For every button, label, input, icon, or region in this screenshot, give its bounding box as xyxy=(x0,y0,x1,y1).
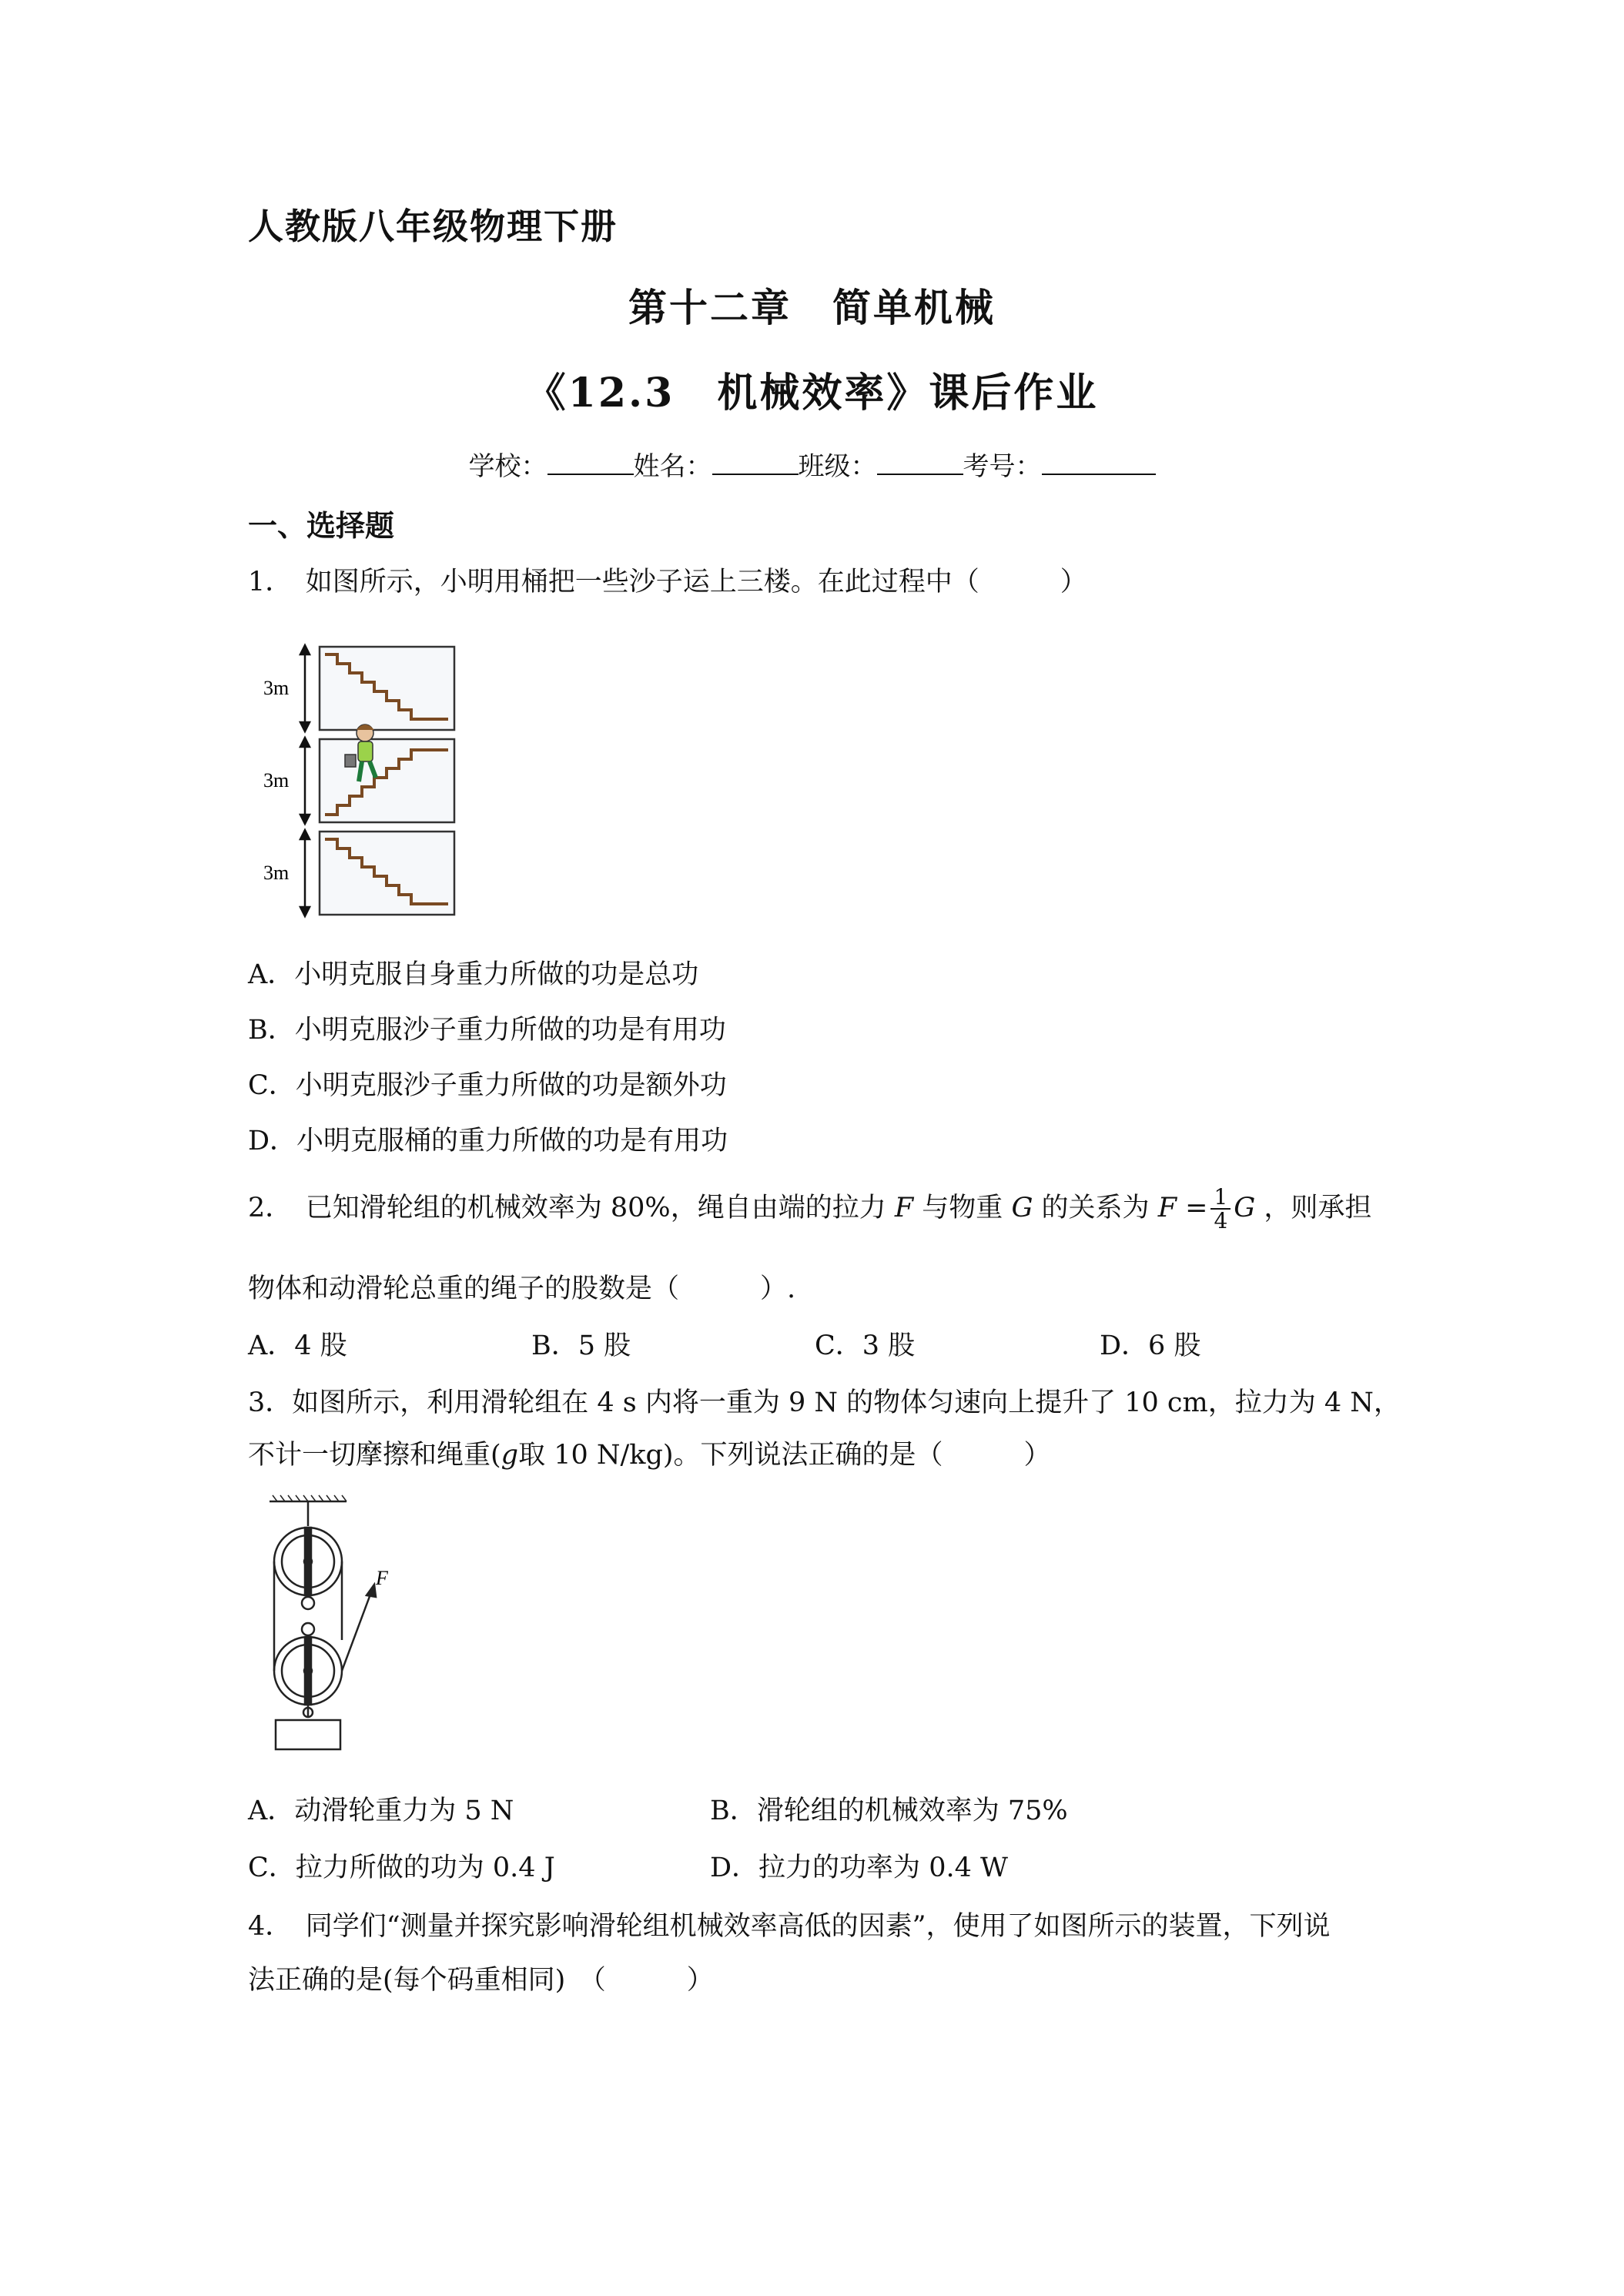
q2-stem-part: 2． 已知滑轮组的机械效率为 80%，绳自由端的拉力 xyxy=(248,1192,886,1223)
q2-option-d[interactable]: D．6 股 xyxy=(1100,1330,1201,1361)
q2-option-c[interactable]: C．3 股 xyxy=(815,1330,916,1361)
q2-stem-line2: 物体和动滑轮总重的绳子的股数是（ ）. xyxy=(248,1274,796,1304)
equation-lhs: F = xyxy=(1157,1192,1208,1223)
floor-height-label: 3m xyxy=(263,769,290,792)
movable-pulley-icon xyxy=(274,1637,342,1705)
q3-pulley-figure xyxy=(254,1494,393,1755)
q3-option-a[interactable]: A．动滑轮重力为 5 N xyxy=(248,1796,514,1826)
q2-option-b[interactable]: B．5 股 xyxy=(531,1330,631,1361)
section-title: 一、选择题 xyxy=(248,508,395,543)
force-arrow-icon xyxy=(367,1585,376,1597)
q1-stairs-figure xyxy=(246,639,462,920)
q2-stem-part: 的关系为 xyxy=(1041,1192,1150,1223)
fraction-denominator: 4 xyxy=(1214,1208,1228,1234)
class-label: 班级： xyxy=(798,451,877,482)
class-blank[interactable] xyxy=(877,450,963,475)
q3-stem-part: 取 10 N/kg)。下列说法正确的是（ ） xyxy=(518,1440,1051,1471)
name-blank[interactable] xyxy=(712,450,799,475)
exam-no-label: 考号： xyxy=(963,451,1042,482)
q2-stem-part: 与物重 xyxy=(922,1192,1003,1223)
q1-option-d[interactable]: D．小明克服桶的重力所做的功是有用功 xyxy=(248,1126,728,1156)
fixed-pulley-icon xyxy=(274,1528,342,1595)
fraction xyxy=(1210,1186,1231,1233)
school-blank[interactable] xyxy=(547,450,634,475)
q3-option-d[interactable]: D．拉力的功率为 0.4 W xyxy=(710,1853,1008,1883)
floor-2 xyxy=(320,739,454,822)
school-label: 学校： xyxy=(468,451,547,482)
q1-option-b[interactable]: B．小明克服沙子重力所做的功是有用功 xyxy=(248,1015,726,1046)
q3-stem-part: 不计一切摩擦和绳重( xyxy=(248,1440,501,1471)
name-label: 姓名： xyxy=(633,451,712,482)
floor-height-label: 3m xyxy=(263,862,290,884)
q2-stem xyxy=(248,1186,1371,1233)
equation-rhs: G xyxy=(1234,1192,1256,1223)
q4-stem-line1: 4． 同学们“测量并探究影响滑轮组机械效率高低的因素”，使用了如图所示的装置，下列说 xyxy=(248,1911,1331,1942)
var-g: G xyxy=(1011,1192,1033,1223)
pull-rope xyxy=(342,1592,371,1671)
floor-height-label: 3m xyxy=(263,677,290,699)
var-g: g xyxy=(501,1440,519,1471)
floor-1 xyxy=(320,832,454,915)
q1-option-a[interactable]: A．小明克服自身重力所做的功是总功 xyxy=(248,959,699,990)
chapter-title: 第十二章 简单机械 xyxy=(628,285,996,330)
load-block xyxy=(276,1720,340,1749)
fraction-numerator: 1 xyxy=(1210,1186,1231,1210)
q1-option-c[interactable]: C．小明克服沙子重力所做的功是额外功 xyxy=(248,1070,727,1101)
q3-option-c[interactable]: C．拉力所做的功为 0.4 J xyxy=(248,1853,555,1883)
q2-option-a[interactable]: A．4 股 xyxy=(248,1330,347,1361)
var-f: F xyxy=(894,1192,914,1223)
q3-stem-line1: 3．如图所示，利用滑轮组在 4 s 内将一重为 9 N 的物体匀速向上提升了 10 cm，拉力为 4 N， xyxy=(248,1387,1401,1418)
q1-stem: 1． 如图所示，小明用桶把一些沙子运上三楼。在此过程中（ ） xyxy=(248,567,1087,597)
q3-stem-line2 xyxy=(248,1434,1051,1472)
book-title: 人教版八年级物理下册 xyxy=(248,206,618,247)
q4-stem-line2: 法正确的是(每个码重相同) （ ） xyxy=(248,1965,714,1996)
floor-3 xyxy=(320,647,454,730)
student-info xyxy=(0,445,1624,483)
exam-no-blank[interactable] xyxy=(1042,450,1156,475)
force-label: F xyxy=(376,1567,388,1589)
q2-stem-part: ，则承担 xyxy=(1264,1192,1372,1223)
lesson-title: 《12.3 机械效率》课后作业 xyxy=(525,370,1099,417)
q3-option-b[interactable]: B．滑轮组的机械效率为 75% xyxy=(710,1796,1068,1826)
